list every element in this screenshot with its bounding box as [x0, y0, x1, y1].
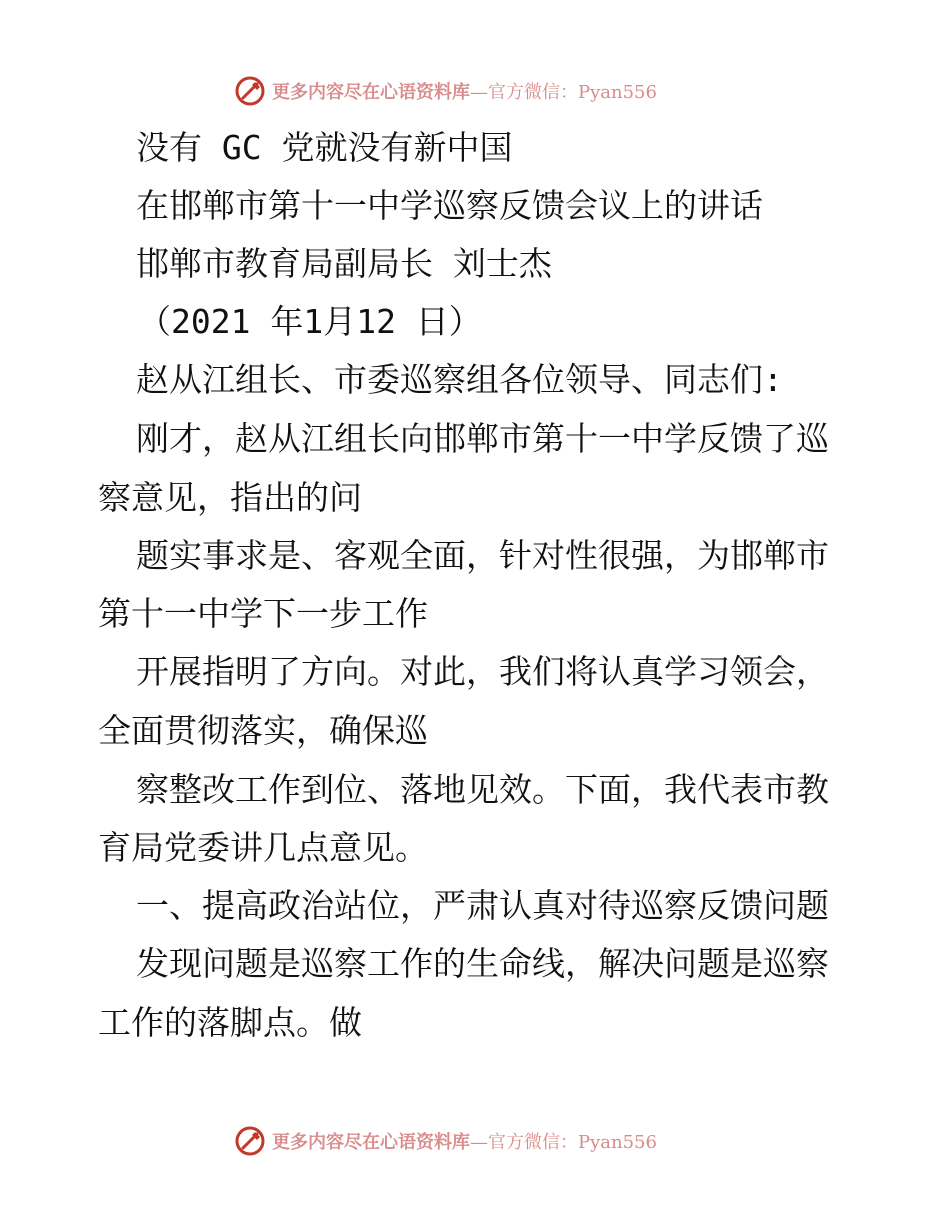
date-line: （2021 年1月12 日）: [138, 302, 482, 341]
body-line: 察整改工作到位、落地见效。下面，我代表市教: [136, 770, 829, 809]
watermark-main: 更多内容尽在心语资料库: [272, 82, 470, 103]
header-watermark: [0, 70, 950, 110]
pen-logo-icon: [233, 74, 267, 108]
salutation: 赵从江组长、市委巡察组各位领导、同志们:: [136, 360, 783, 399]
speaker-line: 邯郸市教育局副局长 刘士杰: [136, 244, 552, 283]
body-line: 全面贯彻落实，确保巡: [98, 711, 428, 750]
body-line: 第十一中学下一步工作: [98, 594, 428, 633]
watermark-dash: —: [470, 1132, 488, 1153]
body-line: 刚才，赵从江组长向邯郸市第十一中学反馈了巡: [136, 419, 829, 458]
body-line: 题实事求是、客观全面，针对性很强，为邯郸市: [136, 536, 829, 575]
watermark-sub: 官方微信：Pyan556: [488, 82, 657, 103]
watermark-main: 更多内容尽在心语资料库: [272, 1132, 470, 1153]
body-line: 育局党委讲几点意见。: [98, 828, 428, 867]
section-heading: 一、提高政治站位，严肃认真对待巡察反馈问题: [136, 886, 829, 925]
body-line: 察意见，指出的问: [98, 478, 362, 517]
body-line: 开展指明了方向。对此，我们将认真学习领会，: [136, 652, 829, 691]
doc-title: 没有 GC 党就没有新中国: [136, 128, 513, 167]
watermark-sub: 官方微信：Pyan556: [488, 1132, 657, 1153]
pen-logo-icon: [233, 1124, 267, 1158]
watermark-dash: —: [470, 82, 488, 103]
speech-title: 在邯郸市第十一中学巡察反馈会议上的讲话: [136, 186, 763, 225]
footer-watermark: [0, 1120, 950, 1160]
watermark-text: [272, 78, 657, 104]
body-line: 发现问题是巡察工作的生命线，解决问题是巡察: [136, 944, 829, 983]
body-line: 工作的落脚点。做: [98, 1003, 362, 1042]
watermark-text: [272, 1128, 657, 1154]
